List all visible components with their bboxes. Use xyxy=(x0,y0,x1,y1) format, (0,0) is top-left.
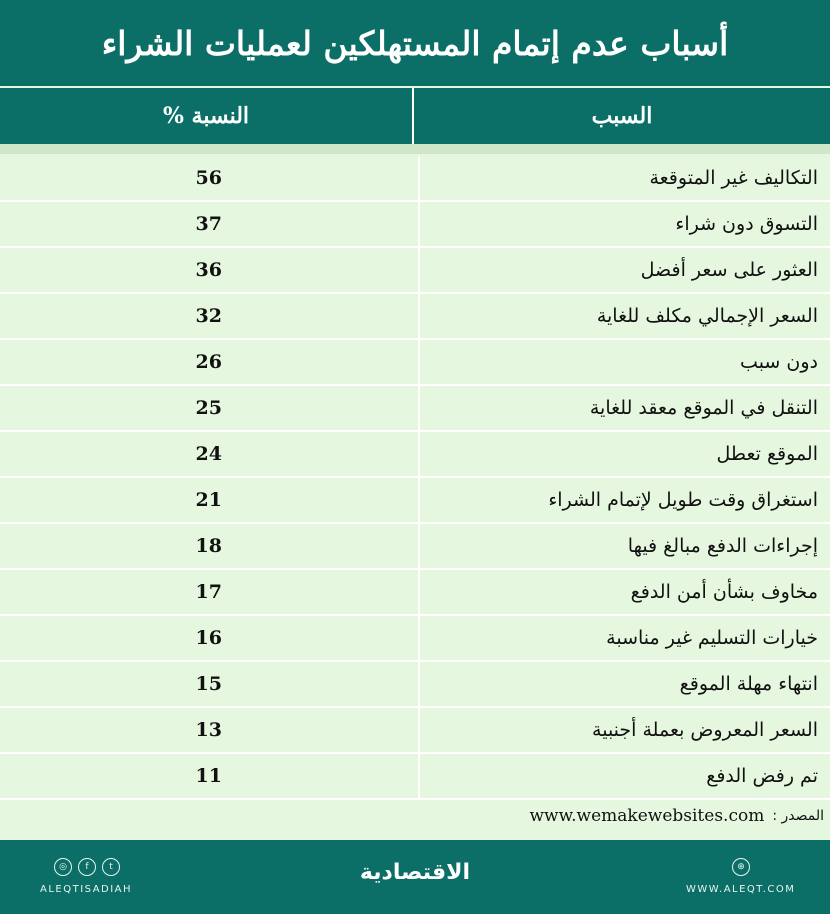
percent-cell: 17 xyxy=(195,581,222,603)
percent-cell: 11 xyxy=(195,765,222,787)
table-row xyxy=(0,754,830,800)
table-row xyxy=(0,248,830,294)
table-row xyxy=(0,340,830,386)
percent-cell: 26 xyxy=(195,351,222,373)
table-body xyxy=(0,156,830,800)
source-line xyxy=(0,800,830,832)
social-handle: ALEQTISADIAH xyxy=(40,884,133,895)
reason-cell: إجراءات الدفع مبالغ فيها xyxy=(418,524,830,568)
percent-cell: 15 xyxy=(195,673,222,695)
reason-cell: تم رفض الدفع xyxy=(418,754,830,798)
percent-cell: 37 xyxy=(195,213,222,235)
table-row xyxy=(0,156,830,202)
facebook-icon[interactable]: f xyxy=(78,858,96,876)
chart-title: أسباب عدم إتمام المستهلكين لعمليات الشراء xyxy=(0,0,830,86)
percent-cell: 18 xyxy=(195,535,222,557)
percent-cell: 36 xyxy=(195,259,222,281)
header-divider xyxy=(0,144,830,154)
reason-cell: العثور على سعر أفضل xyxy=(418,248,830,292)
brand-logo: الاقتصادية xyxy=(359,860,471,885)
percent-cell: 56 xyxy=(195,167,222,189)
percent-cell: 24 xyxy=(195,443,222,465)
percent-cell: 16 xyxy=(195,627,222,649)
percent-cell: 13 xyxy=(195,719,222,741)
reason-cell: التسوق دون شراء xyxy=(418,202,830,246)
table-row xyxy=(0,570,830,616)
reason-cell: مخاوف بشأن أمن الدفع xyxy=(418,570,830,614)
table-row xyxy=(0,616,830,662)
reason-cell: السعر الإجمالي مكلف للغاية xyxy=(418,294,830,338)
table-row xyxy=(0,524,830,570)
globe-icon: ⊕ xyxy=(732,858,750,876)
reason-cell: خيارات التسليم غير مناسبة xyxy=(418,616,830,660)
social-icons xyxy=(54,858,120,876)
table-row xyxy=(0,478,830,524)
reason-cell: الموقع تعطل xyxy=(418,432,830,476)
reason-cell: دون سبب xyxy=(418,340,830,384)
percent-cell: 21 xyxy=(195,489,222,511)
footer-bar xyxy=(0,840,830,914)
percent-cell: 25 xyxy=(195,397,222,419)
reason-cell: التكاليف غير المتوقعة xyxy=(418,156,830,200)
source-url: www.wemakewebsites.com xyxy=(529,806,765,826)
reason-cell: السعر المعروض بعملة أجنبية xyxy=(418,708,830,752)
website-url[interactable]: WWW.ALEQT.COM xyxy=(686,884,796,895)
table-row xyxy=(0,386,830,432)
table-row xyxy=(0,662,830,708)
twitter-icon[interactable]: t xyxy=(102,858,120,876)
table-row xyxy=(0,294,830,340)
table-row xyxy=(0,708,830,754)
header-percent: النسبة % xyxy=(0,88,414,144)
source-label: المصدر : xyxy=(772,808,824,824)
instagram-icon[interactable]: ◎ xyxy=(54,858,72,876)
header-reason: السبب xyxy=(591,103,653,129)
reason-cell: استغراق وقت طويل لإتمام الشراء xyxy=(418,478,830,522)
reason-cell: انتهاء مهلة الموقع xyxy=(418,662,830,706)
table-row xyxy=(0,432,830,478)
reason-cell: التنقل في الموقع معقد للغاية xyxy=(418,386,830,430)
table-row xyxy=(0,202,830,248)
table-header xyxy=(0,88,830,144)
percent-cell: 32 xyxy=(195,305,222,327)
